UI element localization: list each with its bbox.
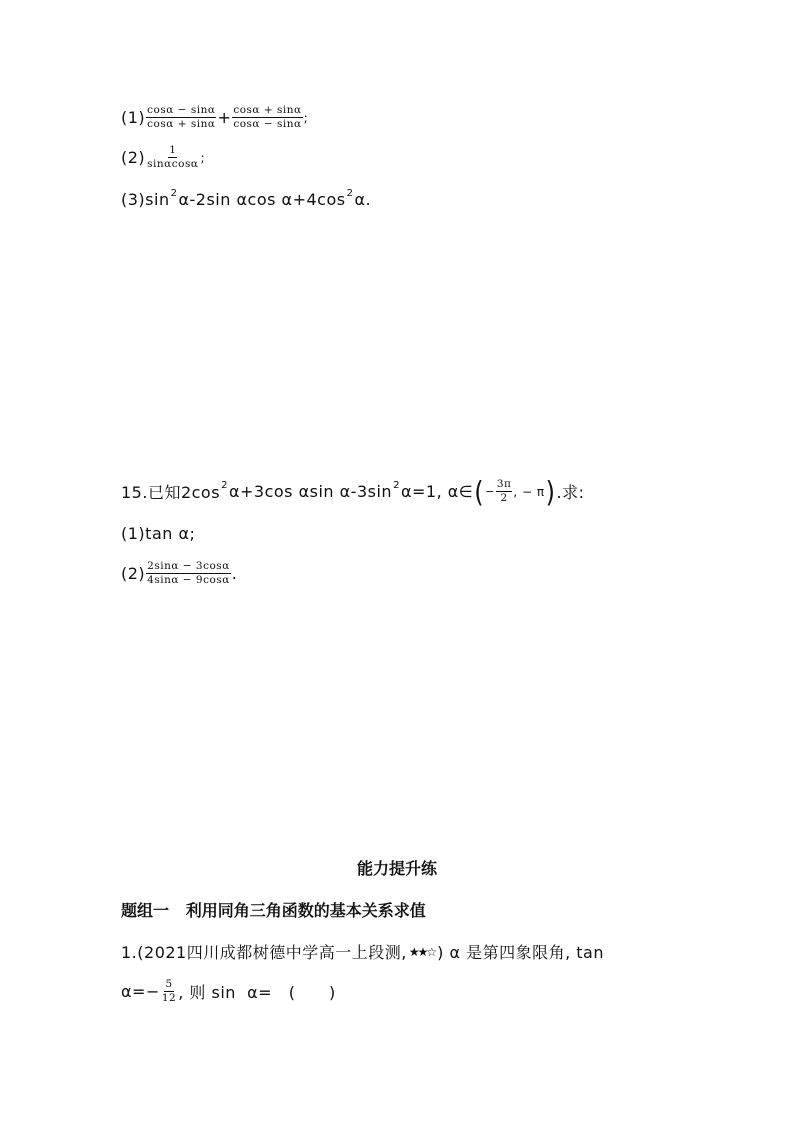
fraction: $\frac{1}{\sin\alpha\cos\alpha}$ [147,144,199,170]
group-title: 题组一 利用同角三角函数的基本关系求值 [121,901,426,920]
fraction: $\frac{5}{12}$ [161,978,177,1004]
q15-part1: (1)tan α; [121,524,196,543]
q14-part3: (3) sin $^2$ α-2sin αcos α+4cos $^2$ α. [121,188,372,209]
fraction: $\frac{\cos\alpha + \sin\alpha}{\cos\alpha - \sin\alpha}$ [233,104,302,130]
q14-p1-label: (1) [121,108,146,127]
q1-stem: 1.(2021四川成都树德中学高一上段测, ★★☆ ) α 是第四象限角, tan [121,943,604,962]
q14-part2: (2) $\frac{1}{\sin\alpha\cos\alpha}$ ; [121,144,205,170]
fraction: $\frac{3\pi}{2}$ [496,478,512,504]
q15-stem: 15.已知2cos $^2$ α+3cos αsin α-3sin $^2$ α=1, α∈ ( − $\frac{3\pi}{2}$ , − π ) .求: [121,474,585,509]
section-title: 能力提升练 [356,859,437,878]
fraction: $\frac{\cos\alpha - \sin\alpha}{\cos\alpha + \sin\alpha}$ [147,104,216,130]
q15-part2: (2) $\frac{2\sin\alpha - 3\cos\alpha}{4\sin\alpha - 9\cos\alpha}$ . [121,560,238,586]
difficulty-stars-icon: ★★☆ [408,944,436,959]
q1-line2: α=− $\frac{5}{12}$ , 则 sin α= ( ) [121,978,336,1004]
fraction: $\frac{2\sin\alpha - 3\cos\alpha}{4\sin\alpha - 9\cos\alpha}$ [147,560,230,586]
q14-part1: (1) $\frac{\cos\alpha - \sin\alpha}{\cos\alpha + \sin\alpha}$ + $\frac{\cos\alpha + \sin\alpha}{\cos\alpha - \sin\alpha}$ ; [121,104,309,130]
